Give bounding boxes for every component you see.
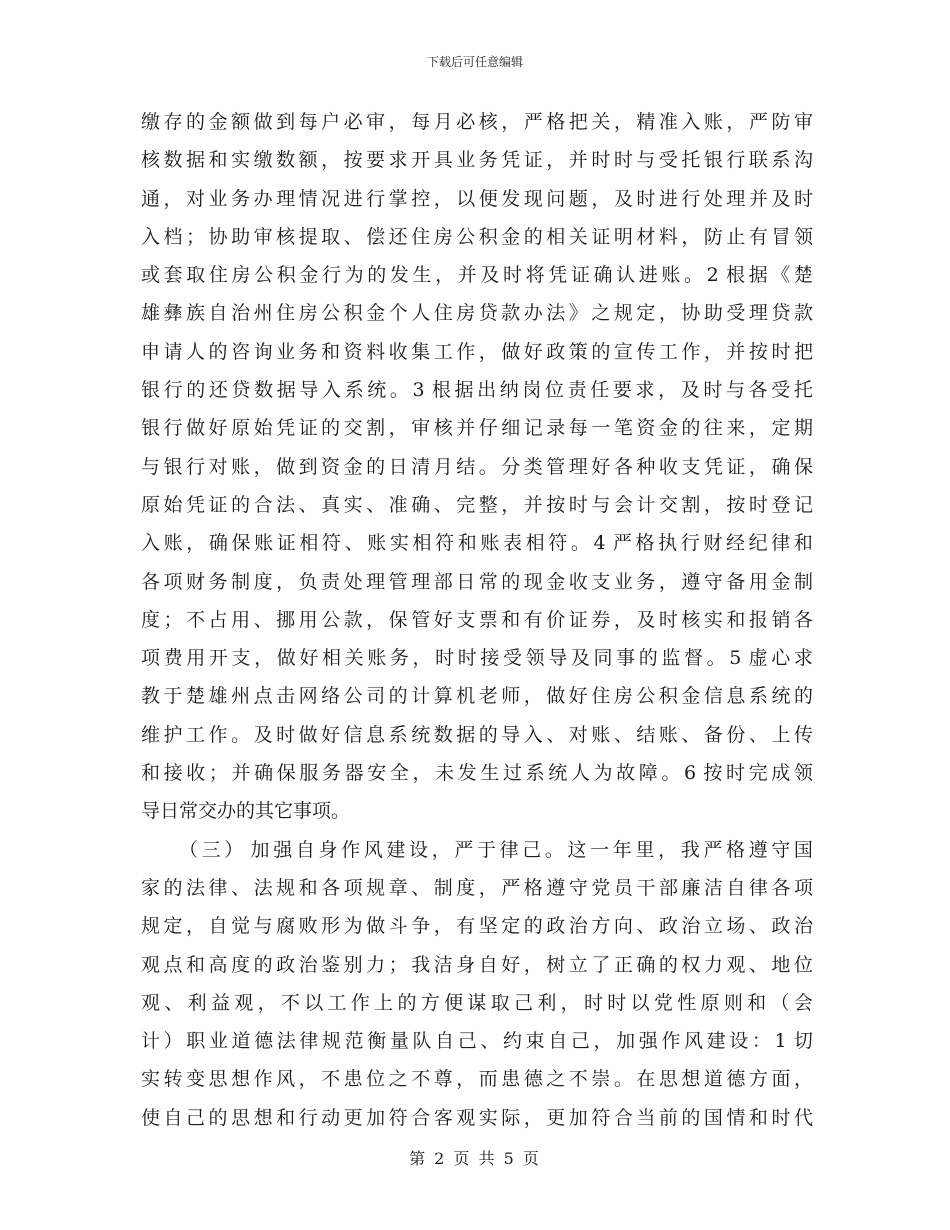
text-line: 雄 彝 族 自 治 州 住 房 公 积 金 个 人 住 房 贷 款 办 法 》 之 规 定 ， 协 助 受 理 贷 款 bbox=[141, 302, 813, 325]
text-line: 入 账 ， 确 保 账 证 相 符 、 账 实 相 符 和 账 表 相 符 。 4 严 格 执 行 财 经 纪 律 和 bbox=[141, 532, 813, 555]
text-line: 各 项 财 务 制 度 ， 负 责 处 理 管 理 部 日 常 的 现 金 收 支 业 务 ， 遵 守 备 用 金 制 bbox=[141, 570, 813, 593]
text-line: 缴 存 的 金 额 做 到 每 户 必 审 ， 每 月 必 核 ， 严 格 把 关 ， 精 准 入 账 ， 严 防 审 bbox=[141, 111, 813, 133]
page-number-footer: 第 2 页 共 5 页 bbox=[409, 1149, 541, 1168]
text-line: （ 三 ） 加 强 自 身 作 风 建 设 ， 严 于 律 己 。 这 一 年 里 ， 我 严 格 遵 守 国 bbox=[179, 838, 813, 861]
text-line: 申 请 人 的 咨 询 业 务 和 资 料 收 集 工 作 ， 做 好 政 策 的 宣 传 工 作 ， 并 按 时 把 bbox=[141, 340, 813, 363]
text-line: 项 费 用 开 支 ， 做 好 相 关 账 务 ， 时 时 接 受 领 导 及 同 事 的 监 督 。 5 虚 心 求 bbox=[141, 647, 813, 670]
text-line: 与 银 行 对 账 ， 做 到 资 金 的 日 清 月 结 。 分 类 管 理 好 各 种 收 支 凭 证 ， 确 保 bbox=[141, 455, 813, 478]
document-body bbox=[141, 103, 813, 1137]
text-line: 和 接 收 ； 并 确 保 服 务 器 安 全 ， 未 发 生 过 系 统 人 为 故 障 。 6 按 时 完 成 领 bbox=[141, 762, 813, 785]
text-line: 银 行 做 好 原 始 凭 证 的 交 割 ， 审 核 并 仔 细 记 录 每 一 笔 资 金 的 往 来 ， 定 期 bbox=[141, 417, 813, 440]
text-line: 原 始 凭 证 的 合 法 、 真 实 、 准 确 、 完 整 ， 并 按 时 与 会 计 交 割 ， 按 时 登 记 bbox=[141, 493, 813, 516]
text-line: 入 档 ； 协 助 审 核 提 取 、 偿 还 住 房 公 积 金 的 相 关 证 明 材 料 ， 防 止 有 冒 领 bbox=[141, 225, 813, 248]
text-line: 通 ， 对 业 务 办 理 情 况 进 行 掌 控 ， 以 便 发 现 问 题 ， 及 时 进 行 处 理 并 及 时 bbox=[141, 187, 813, 210]
text-line: 度 ； 不 占 用 、 挪 用 公 款 ， 保 管 好 支 票 和 有 价 证 券 ， 及 时 核 实 和 报 销 各 bbox=[141, 608, 813, 631]
text-line: 计 ） 职 业 道 德 法 律 规 范 衡 量 队 自 己 、 约 束 自 己 ， 加 强 作 风 建 设 ： 1 切 bbox=[141, 1030, 813, 1053]
text-line: 观 、 利 益 观 ， 不 以 工 作 上 的 方 便 谋 取 己 利 ， 时 时 以 党 性 原 则 和 （ 会 bbox=[141, 991, 813, 1014]
text-line: 或 套 取 住 房 公 积 金 行 为 的 发 生 ， 并 及 时 将 凭 证 确 认 进 账 。 2 根 据 《 楚 bbox=[141, 264, 813, 287]
text-line: 家 的 法 律 、 法 规 和 各 项 规 章 、 制 度 ， 严 格 遵 守 党 员 干 部 廉 洁 自 律 各 项 bbox=[141, 876, 813, 899]
text-line: 实 转 变 思 想 作 风 ， 不 患 位 之 不 尊 ， 而 患 德 之 不 崇 。 在 思 想 道 德 方 面 ， bbox=[141, 1068, 813, 1091]
text-line: 核 数 据 和 实 缴 数 额 ， 按 要 求 开 具 业 务 凭 证 ， 并 时 时 与 受 托 银 行 联 系 沟 bbox=[141, 149, 813, 172]
text-line: 使 自 己 的 思 想 和 行 动 更 加 符 合 客 观 实 际 ， 更 加 符 合 当 前 的 国 情 和 时 代 bbox=[141, 1106, 813, 1129]
text-line: 导日常交办的其它事项。 bbox=[141, 800, 351, 823]
page-header: 下载后可任意编辑 bbox=[426, 55, 523, 69]
text-line: 规 定 ， 自 觉 与 腐 败 形 为 做 斗 争 ， 有 坚 定 的 政 治 方 向 、 政 治 立 场 、 政 治 bbox=[141, 915, 813, 938]
text-line: 教 于 楚 雄 州 点 击 网 络 公 司 的 计 算 机 老 师 ， 做 好 住 房 公 积 金 信 息 系 统 的 bbox=[141, 685, 813, 708]
text-line: 观 点 和 高 度 的 政 治 鉴 别 力 ； 我 洁 身 自 好 ， 树 立 了 正 确 的 权 力 观 、 地 位 bbox=[141, 953, 813, 976]
text-line: 银 行 的 还 贷 数 据 导 入 系 统 。 3 根 据 出 纳 岗 位 责 任 要 求 ， 及 时 与 各 受 托 bbox=[141, 379, 813, 402]
text-line: 维 护 工 作 。 及 时 做 好 信 息 系 统 数 据 的 导 入 、 对 账 、 结 账 、 备 份 、 上 传 bbox=[141, 723, 813, 746]
